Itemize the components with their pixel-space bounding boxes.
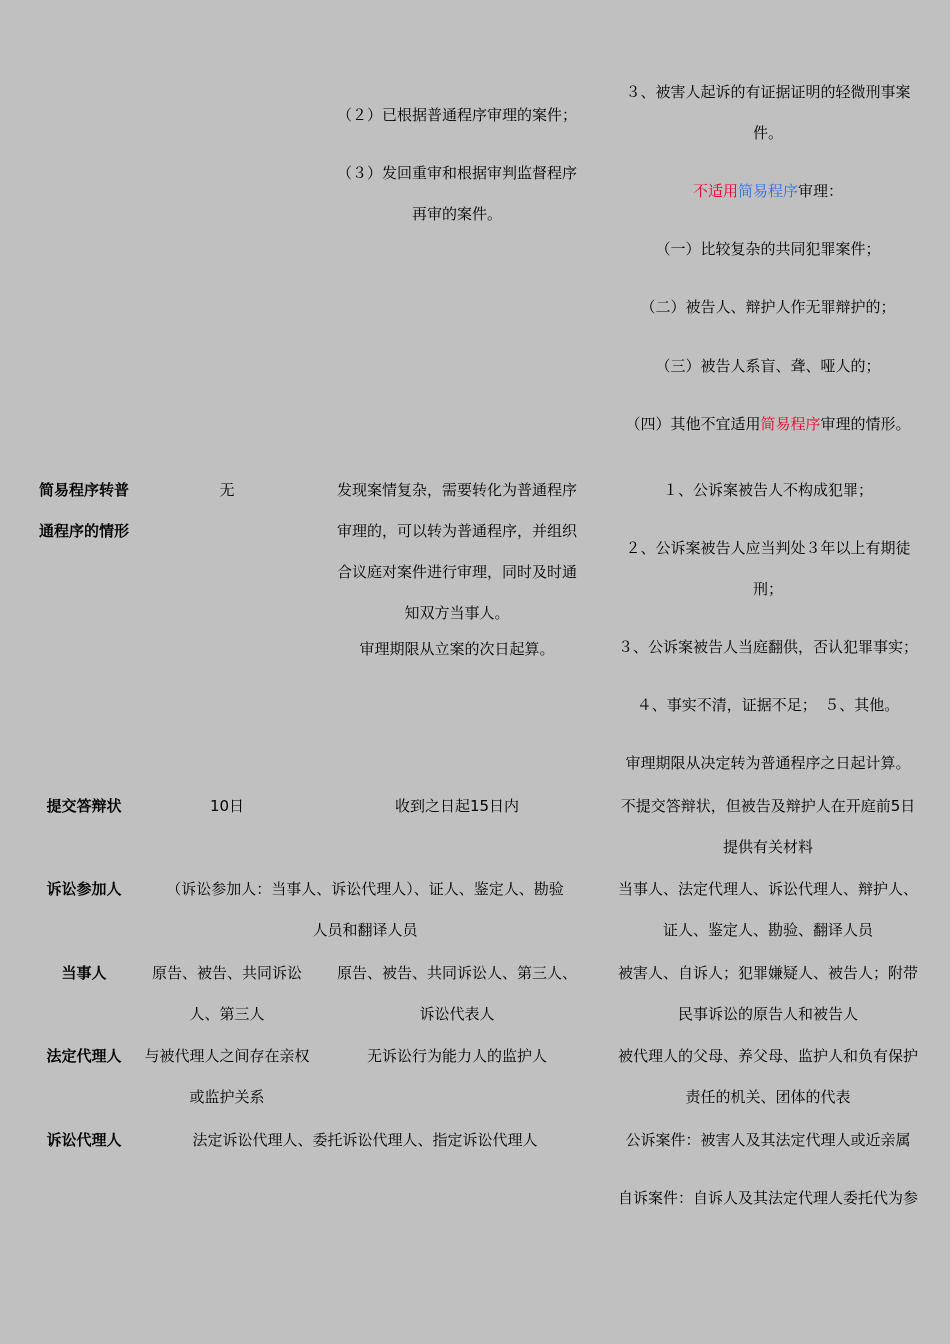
row-defense-col3: 收到之日起15日内 xyxy=(394,797,520,815)
row-convert-label-2: 通程序的情形 xyxy=(38,522,129,540)
row-participants-label: 诉讼参加人 xyxy=(46,880,122,898)
row-convert-col4-line3: 刑； xyxy=(752,580,783,598)
not-apply-text: 不适用 xyxy=(692,182,738,200)
row-agent-col4-line2: 自诉案件：自诉人及其法定代理人委托代为参 xyxy=(617,1189,918,1207)
row-legal-rep-col3: 无诉讼行为能力人的监护人 xyxy=(366,1047,547,1065)
row-parties-col2-line2: 人、第三人 xyxy=(189,1005,265,1023)
row-convert-col3-line5: 审理期限从立案的次日起算。 xyxy=(359,640,555,658)
row-convert-col3-line2: 审理的，可以转为普通程序，并组织 xyxy=(336,522,577,540)
row-legal-rep-label: 法定代理人 xyxy=(46,1047,122,1065)
row-legal-rep-col4-line1: 被代理人的父母、养父母、监护人和负有保护 xyxy=(617,1047,918,1065)
row-convert-col4-line2: ２、公诉案被告人应当判处３年以上有期徒 xyxy=(625,539,911,557)
col3-top-line2: （３）发回重审和根据审判监督程序 xyxy=(336,164,577,182)
row-defense-col2: 10日 xyxy=(209,797,245,815)
row-parties-col4-line1: 被害人、自诉人；犯罪嫌疑人、被告人；附带 xyxy=(617,964,918,982)
not-apply-suffix: 审理： xyxy=(798,182,844,200)
row-convert-col4-line1: １、公诉案被告人不构成犯罪； xyxy=(662,481,873,499)
col4-top-line2: 件。 xyxy=(752,124,783,142)
row-participants-col23-line1: （诉讼参加人：当事人、诉讼代理人）、证人、鉴定人、勘验 xyxy=(166,880,564,898)
not-apply-item-1: （一）比较复杂的共同犯罪案件； xyxy=(655,240,881,258)
not-apply-item-4-a: （四）其他不宜适用 xyxy=(625,415,761,433)
row-parties-col4-line2: 民事诉讼的原告人和被告人 xyxy=(677,1005,858,1023)
not-apply-item-2: （二）被告人、辩护人作无罪辩护的； xyxy=(640,298,896,316)
row-convert-col3-line3: 合议庭对案件进行审理，同时及时通 xyxy=(336,563,577,581)
row-participants-col4-line1: 当事人、法定代理人、诉讼代理人、辩护人、 xyxy=(617,880,918,898)
row-participants-col23-line2: 人员和翻译人员 xyxy=(312,921,418,939)
simple-procedure-link: 简易程序 xyxy=(737,182,798,200)
row-defense-col4-line1: 不提交答辩状，但被告及辩护人在开庭前5日 xyxy=(620,797,916,815)
row-agent-col4-line1: 公诉案件：被害人及其法定代理人或近亲属 xyxy=(625,1131,911,1149)
row-defense-label: 提交答辩状 xyxy=(46,797,122,815)
row-defense-col4-line2: 提供有关材料 xyxy=(722,838,813,856)
row-convert-col3-line1: 发现案情复杂，需要转化为普通程序 xyxy=(336,481,577,499)
not-apply-item-3: （三）被告人系盲、聋、哑人的； xyxy=(655,357,881,375)
not-apply-item-4-c: 审理的情形。 xyxy=(820,415,911,433)
col4-top-line1: ３、被害人起诉的有证据证明的轻微刑事案 xyxy=(625,83,911,101)
col3-top-line1: （２）已根据普通程序审理的案件； xyxy=(336,106,577,124)
row-parties-label: 当事人 xyxy=(61,964,107,982)
row-convert-col2: 无 xyxy=(219,481,235,499)
not-apply-heading xyxy=(598,180,938,202)
row-legal-rep-col2-line2: 或监护关系 xyxy=(189,1088,265,1106)
row-legal-rep-col2-line1: 与被代理人之间存在亲权 xyxy=(144,1047,310,1065)
not-apply-item-4 xyxy=(598,413,938,435)
row-legal-rep-col4-line2: 责任的机关、团体的代表 xyxy=(685,1088,851,1106)
col3-top-line3: 再审的案件。 xyxy=(411,205,502,223)
row-agent-col23: 法定诉讼代理人、委托诉讼代理人、指定诉讼代理人 xyxy=(192,1131,538,1149)
row-convert-col3-line4: 知双方当事人。 xyxy=(404,604,510,622)
row-parties-col3-line1: 原告、被告、共同诉讼人、第三人、 xyxy=(336,964,577,982)
row-convert-label-1: 简易程序转普 xyxy=(38,481,129,499)
row-convert-col4-line6: 审理期限从决定转为普通程序之日起计算。 xyxy=(625,754,911,772)
row-convert-col4-line5: ４、事实不清，证据不足； ５、其他。 xyxy=(636,696,900,714)
row-convert-col4-line4: ３、公诉案被告人当庭翻供，否认犯罪事实； xyxy=(617,638,918,656)
row-agent-label: 诉讼代理人 xyxy=(46,1131,122,1149)
row-parties-col2-line1: 原告、被告、共同诉讼 xyxy=(151,964,302,982)
simple-procedure-highlight: 简易程序 xyxy=(760,415,821,433)
row-parties-col3-line2: 诉讼代表人 xyxy=(419,1005,495,1023)
row-participants-col4-line2: 证人、鉴定人、勘验、翻译人员 xyxy=(662,921,873,939)
